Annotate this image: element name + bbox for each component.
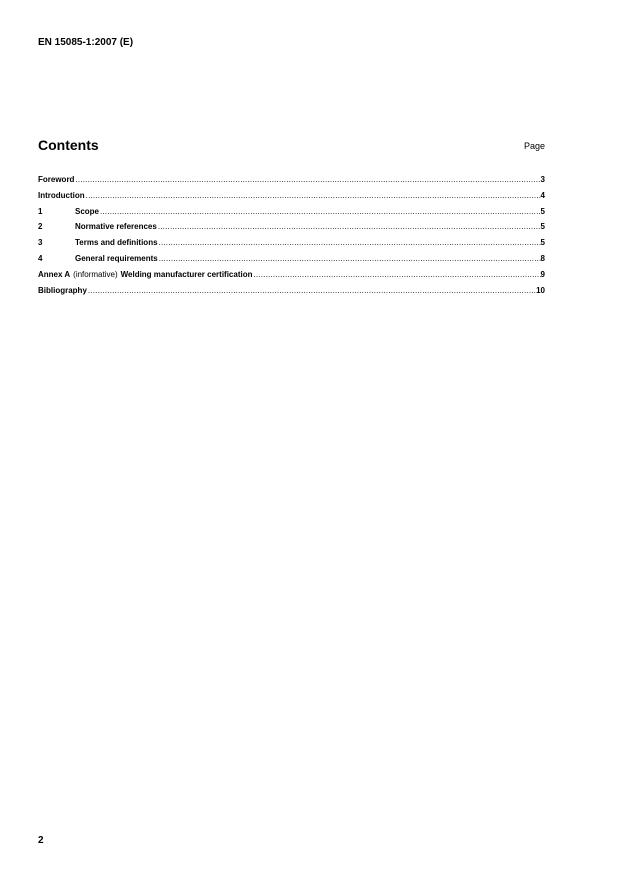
toc-dot-leader xyxy=(158,237,541,249)
contents-header xyxy=(38,136,545,156)
toc-entry-page: 8 xyxy=(540,253,545,263)
toc-dot-leader xyxy=(252,269,540,281)
toc-entry-number: 4 xyxy=(38,253,43,263)
toc-entry-number: 3 xyxy=(38,238,43,248)
toc-dot-leader xyxy=(157,221,541,233)
document-id: EN 15085-1:2007 (E) xyxy=(38,37,134,48)
contents-title: Contents xyxy=(38,137,99,153)
toc-entry-title: Foreword xyxy=(38,175,75,184)
toc-dot-leader xyxy=(158,253,541,265)
toc-dot-leader xyxy=(99,206,541,218)
toc-entry-title: Normative references xyxy=(75,222,157,232)
toc-entry-page: 5 xyxy=(540,238,545,248)
toc-entry-page: 3 xyxy=(540,175,545,184)
toc-entry-bibliography[interactable] xyxy=(38,285,545,301)
toc-entry-introduction[interactable] xyxy=(38,190,545,206)
toc-entry-terms-and-definitions[interactable] xyxy=(38,237,545,253)
page-column-label: Page xyxy=(523,141,545,151)
toc-entry-title: General requirements xyxy=(75,253,158,263)
toc-entry-scope[interactable] xyxy=(38,206,545,222)
toc-entry-number: 1 xyxy=(38,206,43,216)
toc-entry-page: 5 xyxy=(540,222,545,232)
table-of-contents xyxy=(38,174,545,300)
toc-entry-number: 2 xyxy=(38,222,43,232)
toc-entry-page: 9 xyxy=(540,269,545,279)
toc-entry-normative-references[interactable] xyxy=(38,221,545,237)
toc-annex-type: (informative) xyxy=(73,269,118,279)
page-number: 2 xyxy=(38,835,44,846)
toc-entry-page: 5 xyxy=(540,206,545,216)
toc-dot-leader xyxy=(87,285,536,297)
toc-entry-page: 4 xyxy=(540,190,545,200)
toc-entry-annex-a[interactable] xyxy=(38,269,545,285)
toc-annex-label: Annex A xyxy=(38,269,71,279)
toc-annex-title: Welding manufacturer certification xyxy=(120,269,253,279)
toc-entry-title: Scope xyxy=(75,206,100,216)
toc-entry-title: Bibliography xyxy=(38,285,87,295)
toc-entry-title: Terms and definitions xyxy=(75,238,158,248)
toc-dot-leader xyxy=(74,174,540,186)
toc-dot-leader xyxy=(85,190,541,202)
toc-entry-title: Introduction xyxy=(38,190,85,200)
toc-entry-foreword[interactable] xyxy=(38,174,545,190)
toc-entry-page: 10 xyxy=(536,285,545,295)
toc-entry-general-requirements[interactable] xyxy=(38,253,545,269)
